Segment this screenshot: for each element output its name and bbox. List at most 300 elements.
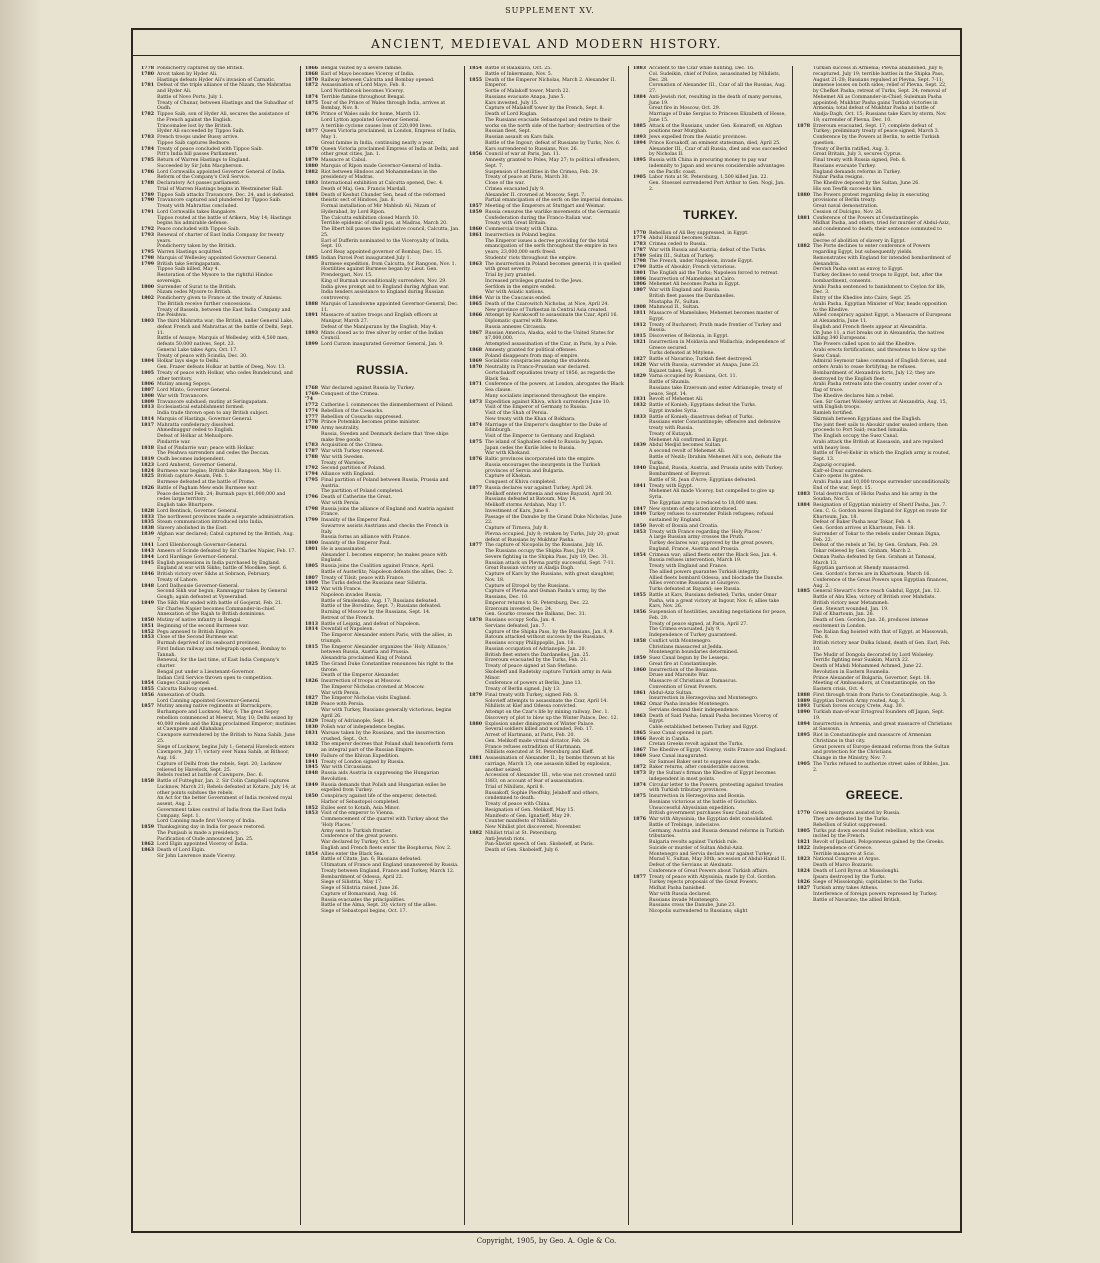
entry-year: 1822	[797, 845, 811, 851]
entry-text: Anti-Jewish riots.	[485, 836, 526, 842]
entry-year: 1890	[797, 710, 811, 715]
entry-text: Battle of Navarino; Turkish fleet destroyed.	[649, 357, 753, 362]
entry-text: British victory near Dulka Island, death of Gen. Earl, Feb. 10.	[813, 641, 951, 652]
entry-text: The Emperor Nicholas visits England.	[321, 696, 412, 702]
entry-text: Lord Canning appointed Governor-General.	[157, 698, 261, 704]
entry-year	[797, 578, 813, 590]
entry-text: The emperor decrees that Poland shall henceforth form an integral part of the Russian Empire.	[321, 742, 454, 753]
entry-text: New Nihilist plot discovered, November.	[485, 825, 582, 830]
entry-text: The French, under Napoleon, invade Egypt.	[649, 259, 754, 265]
entry-text: Meeting of Ambassadors, at Constantinople, on the Eastern crisis, Oct. 4.	[813, 681, 936, 692]
entry-text: Lord Northbrook becomes Viceroy.	[321, 89, 405, 94]
entry-text: Insurrection of troops at Moscow.	[321, 679, 402, 684]
chronology-entry	[469, 262, 624, 274]
entry-text: Death of Keshut Chunder Sen, head of the reformed theistic sect of Hindoos, Jan. 8.	[321, 192, 446, 204]
entry-year	[305, 290, 321, 302]
entry-year: 1770	[633, 230, 647, 236]
entry-text: Russian assault on Kars fails.	[485, 135, 555, 140]
entry-text: Mehemet Ali made Viceroy, but compelled to give up Syria.	[649, 489, 775, 500]
chronology-entry	[633, 593, 788, 610]
entry-year	[141, 854, 157, 860]
entry-year: 1905	[633, 175, 647, 181]
entry-text: Formal installation of Mir Mahbub Ali, Nizam of Hyderabad, by Lord Ripon.	[321, 204, 436, 215]
entry-text: Capture of Malakoff tower by the French, Sept. 8.	[485, 106, 604, 112]
chronology-entry	[141, 854, 296, 860]
entry-text: The Emperor Alexander enters Paris, with the allies, in triumph.	[321, 633, 452, 644]
entry-text: Terrible famine throughout Bengal.	[321, 94, 406, 100]
entry-text: Allies enter the Black Sea.	[321, 851, 384, 857]
entry-year: 1811	[633, 311, 647, 316]
entry-text: Army neutrality.	[321, 426, 360, 431]
chronology-entry	[797, 244, 952, 256]
entry-text: The Emperor Nicholas crowned at Moscow.	[321, 684, 425, 690]
entry-year	[797, 371, 813, 383]
entry-text: Cawnpore surrendered by the British to Nana Sahib, June 25.	[157, 733, 296, 744]
entry-year	[633, 420, 649, 432]
entry-year: 1826	[305, 679, 319, 684]
entry-text: Socialistic conspiracies among the students.	[485, 359, 591, 365]
chronology-entry	[305, 227, 460, 239]
chronology-entry	[797, 745, 952, 757]
entry-year: 1824	[797, 868, 811, 874]
entry-text: New treaty with the Khan of Bokhara.	[485, 416, 576, 422]
entry-text: Ganges Canal opened.	[157, 681, 211, 687]
entry-text: Attack of the Russians, under Gen. Komaroff, on Afghan positions near Murghab.	[649, 123, 782, 135]
entry-text: Russia forms an alliance with France.	[321, 535, 411, 541]
entry-text: Treaty of Bucharest; Pruth made frontier of Turkey and Russia.	[649, 322, 782, 334]
entry-year: 1782	[141, 112, 155, 117]
entry-text: Greek insurgents assisted by Russia.	[813, 811, 901, 817]
section-heading: GREECE.	[845, 788, 904, 803]
entry-text: Indian Parcel Post inaugurated July 1.	[321, 255, 412, 261]
entry-year: 1850	[141, 618, 155, 623]
entry-year: 1850	[305, 794, 319, 799]
entry-text: Warren Hastings acquitted.	[157, 250, 223, 255]
entry-year: 1774	[305, 408, 319, 414]
entry-text: Trincomalee lost by the British.	[157, 123, 232, 129]
entry-year: 1856	[141, 692, 155, 698]
entry-text: Suez Canal opened in part.	[649, 730, 714, 736]
entry-text: New province of Turkestan in Central Asia created.	[485, 307, 608, 313]
entry-year: 1826	[797, 880, 811, 886]
chronology-entry	[797, 124, 952, 136]
chronology-entry	[305, 817, 460, 829]
entry-text: Death of Maj. Gen. Francis Mardall.	[321, 186, 407, 192]
entry-year: 1791	[141, 209, 155, 215]
entry-text: By the Sultan's firman the Khedive of Egypt becomes independent in most points.	[649, 771, 776, 782]
entry-text: Steam communication introduced into India.	[157, 520, 264, 526]
column-2	[301, 66, 465, 1225]
entry-text: Holkar lays siege to Delhi.	[157, 359, 220, 365]
entry-text: Russia refuses intervention, March 19.	[649, 558, 742, 564]
entry-text: End of the war, Sept. 15.	[813, 485, 872, 491]
entry-text: Great naval demonstration.	[813, 204, 879, 209]
entry-text: Mutiny among native regiments at Barrackpore, Burhampore and Lucknow, May 6; The great Sepoy rebellion commenced at Meerut, May 10; Delhi seized by 40,000 rebels and the King proclaimed Emperor; mutinies at Cawnpore and Allahabad.	[157, 704, 296, 733]
chronology-entry	[797, 762, 952, 774]
entry-text: Treaty of peace signed, at Paris, April 27.	[649, 621, 748, 627]
entry-text: Battle of Assaye; Marquis of Wellesley, with 4,500 men, defeats 50,000 natives, Sept. 23.	[157, 336, 289, 347]
chronology-entry	[797, 359, 952, 371]
entry-text: Tour of the Prince of Wales through India, arrives at Bombay, Nov. 8.	[321, 100, 446, 112]
entry-year: 1829	[305, 719, 319, 725]
entry-year: 1879	[305, 158, 319, 163]
entry-text: Insurrection in Herzegovina and Montenegro.	[649, 696, 759, 702]
entry-text: Increased privileges granted to the Jews.	[485, 278, 583, 284]
entry-year: 1806	[141, 382, 155, 388]
chronology-entry	[633, 147, 788, 159]
entry-text: Great fire at Constantinople.	[649, 661, 718, 667]
entry-text: Tippoo Saib killed, May 4.	[157, 267, 220, 273]
chronology-entry	[633, 181, 788, 193]
entry-text: Gen. Gordon's forces are in Khartoum, March 16.	[813, 572, 931, 577]
entry-text: Insurrection of the Bosnians.	[649, 667, 719, 673]
entry-year: 1844	[141, 554, 155, 560]
entry-text: Gen. Sir Garnet Wolseley arrives at Alexandria, Aug. 15, with English troops.	[813, 399, 948, 411]
entry-year: 1853	[305, 811, 319, 817]
entry-text: Siege of Silistria, May 17.	[321, 880, 383, 886]
entry-text: Restoration of the Mysore to the rightful Hindoo sovereign.	[157, 273, 273, 284]
entry-year: 1872	[633, 765, 647, 771]
entry-year	[797, 382, 813, 394]
entry-year	[797, 641, 813, 653]
entry-text: Insurrection in Armenia, and great massacre of Christians at Sassoun.	[813, 721, 952, 733]
entry-text: Explosion under diningroom of Winter Palace.	[485, 721, 595, 727]
entry-year: 1877	[469, 485, 483, 491]
entry-text: Insanity of the Emperor Paul.	[321, 541, 392, 546]
entry-text: Skirmish between Egyptians and the English.	[813, 416, 922, 422]
entry-year: 1770	[797, 811, 811, 817]
entry-text: Melikoff enters Armenia and seizes Bayazid, April 30.	[485, 491, 613, 497]
entry-text: Resignation of Gen. Melikoff, May 15.	[485, 807, 575, 813]
entry-text: Lord Ellenborough Governor-General.	[157, 543, 248, 549]
entry-year	[633, 829, 649, 841]
entry-year: 1798	[305, 506, 319, 512]
entry-text: Japan cedes the Kurile Isles to Russia.	[485, 445, 576, 451]
entry-year: 1881	[797, 215, 811, 221]
entry-text: Rebels routed at battle of Cawnpore, Dec. 6.	[157, 773, 264, 779]
entry-text: The Khedive deposed by the Sultan, June 26.	[813, 181, 920, 186]
entry-text: The Sikh War ended with battle of Goojerat, Feb. 21.	[157, 600, 283, 606]
entry-text: Oudh becomes independent.	[157, 457, 225, 462]
chronology-entry	[797, 492, 952, 504]
entry-text: Emperor returns to St. Petersburg, Dec. 22.	[485, 600, 590, 606]
entry-text: Tippoo Saib, son of Hyder Ali, secures the assistance of the French against the English.	[157, 112, 290, 123]
entry-text: Allies overcome Russians at Giurgevo.	[649, 581, 741, 587]
entry-year	[797, 555, 813, 567]
entry-year: 1882	[797, 244, 811, 250]
entry-text: The Khedive declares him a rebel.	[813, 393, 895, 399]
entry-text: Insurrection in Herzegovina and Bosnia.	[649, 794, 746, 799]
entry-text: The Porte declines to enter conference of Powers regarding Egypt, but subsequently yields.	[813, 244, 931, 255]
entry-text: Counter manifesto of Nihilists.	[485, 819, 559, 825]
entry-year: 1827	[633, 357, 647, 362]
entry-text: Treaty with Mahrattas concluded.	[157, 204, 238, 209]
chronology-entry	[633, 714, 788, 726]
entry-text: Pondicherry given to France at the treaty of Amiens.	[157, 296, 283, 301]
entry-year: 1838	[141, 526, 155, 531]
entry-text: Insurrection in Moldavia and Wallachia; independence of Greece secured.	[649, 339, 785, 351]
entry-text: Great fire in Moscow, Oct. 29.	[649, 106, 721, 112]
entry-text: Conspiracy against life of the emperor, detected.	[321, 794, 438, 799]
entry-text: Catherine I. commences the dismemberment of Poland.	[321, 403, 454, 408]
entry-text: The English aid the Turks; Napoleon forced to retreat.	[649, 270, 779, 276]
entry-text: Arcot taken by Hyder Ali.	[157, 71, 218, 77]
chronology-entry	[797, 630, 952, 642]
entry-text: Alliance with England.	[321, 472, 375, 477]
entry-text: Queen Victoria proclaimed, in London, Empress of India, May 1.	[321, 129, 457, 140]
entry-year	[141, 745, 157, 762]
entry-text: Tippoo Saib attacks Travancore, Dec. 24, and is defeated.	[157, 192, 295, 198]
entry-year	[469, 118, 485, 135]
chronology-entry	[141, 733, 296, 745]
entry-text: The Russians occupy the Shipka Pass, July 19.	[485, 549, 595, 554]
entry-text: Bajazet taken, Sept. 9.	[649, 368, 703, 374]
entry-year	[469, 589, 485, 601]
entry-text: Arabi Pasha and 10,000 troops surrender unconditionally.	[813, 480, 951, 485]
entry-year: 1856	[633, 610, 647, 615]
entry-text: Treaty of Chunar, between Hastings and the Subadhar of Oudh.	[157, 100, 294, 112]
entry-text: Arabi attack the British at Kassassin, and are repulsed with heavy loss.	[813, 439, 944, 451]
entry-text: English and French fleets enter the Bosphorus, Nov. 2.	[321, 845, 452, 851]
entry-text: Melikoff storms Ardahan, May 17.	[485, 503, 567, 508]
entry-text: Nubar Pasha resigns.	[813, 175, 864, 181]
chronology-entry	[469, 572, 624, 584]
entry-year: 1888	[305, 301, 319, 307]
entry-text: Reform of the Company's Civil Service.	[157, 175, 251, 181]
chronology-entry	[797, 509, 952, 521]
entry-text: Afghan war declared; Cabul captured by the British, Aug. 7.	[157, 531, 295, 543]
entry-year: 1878	[305, 146, 319, 152]
entry-text: Capture of Plevna and Osman Pasha's army, by the Russians, Dec. 10.	[485, 589, 606, 600]
entry-year: 1799	[305, 518, 319, 523]
entry-year: 1841	[141, 543, 155, 549]
entry-text: France refuses extradition of Hartmann.	[485, 744, 582, 750]
entry-year: 1870	[469, 365, 483, 370]
chronology-entry	[305, 331, 460, 343]
entry-text: Batoum attacked without success by the Russians.	[485, 635, 606, 641]
entry-year: 1831	[305, 730, 319, 736]
chronology-entry	[797, 898, 952, 904]
entry-text: Pegu annexed to British Empire.	[157, 629, 235, 635]
entry-text: Rebellion of Suliot suppressed.	[813, 822, 887, 828]
entry-text: Death of Lord Elgin.	[157, 848, 206, 853]
entry-year: 1863	[469, 261, 483, 267]
entry-year: 1783	[141, 135, 155, 140]
entry-text: Assassination of Alexander II., by bombs thrown at his carriage, March 13; one assassin killed by explosion, another seized.	[485, 756, 615, 773]
entry-text: Treaty with France regarding the 'Holy Places.'	[649, 529, 763, 535]
entry-year: 1833	[633, 414, 647, 420]
entry-year: 1805	[141, 370, 155, 376]
entry-text: Poland disappears from map of empire.	[485, 353, 579, 359]
entry-text: Marquis of Hastings, Governor General.	[157, 416, 253, 422]
chronology-entry	[797, 451, 952, 463]
entry-year: 1788	[305, 454, 319, 460]
chronology-entry	[305, 290, 460, 302]
entry-text: Final treaty with Turkey, signed Feb. 8.	[485, 692, 579, 698]
entry-year: 1778	[305, 420, 319, 426]
entry-text: War with Russia declared.	[649, 891, 712, 897]
entry-text: Terrific fighting near Suakim, March 22.	[813, 658, 910, 664]
entry-year: 1852	[305, 805, 319, 811]
entry-text: Christians massacred at Jedda.	[649, 644, 723, 650]
entry-text: Capture of Khokan.	[485, 474, 532, 480]
entry-text: Independence of Greece.	[813, 845, 873, 851]
entry-year: 1881	[469, 756, 483, 761]
entry-text: Death of Gen. Skobeleff, July 6.	[485, 848, 560, 853]
entry-text: Lord Minto, Governor General.	[157, 388, 231, 393]
entry-text: Ipsara destroyed by the Turks.	[813, 874, 887, 880]
entry-year	[633, 489, 649, 501]
column-4	[629, 66, 793, 1225]
entry-year	[141, 647, 157, 659]
copyright-notice: Copyright, 1905, by Geo. A. Ogle & Co.	[476, 1237, 617, 1245]
entry-text: Turkish army takes Athens.	[813, 886, 879, 891]
chronology-entry	[305, 478, 460, 490]
entry-text: Surrender of Tokar to the rebels under Osman Digna, Feb. 22.	[813, 531, 941, 543]
entry-year: 1877	[633, 874, 647, 880]
entry-text: Nihilists executed at St. Petersburg and Kieff.	[485, 750, 595, 756]
entry-text: Russia, Sweden and Denmark declare that 'free ships make free goods.'	[321, 431, 449, 443]
entry-year	[469, 670, 485, 682]
chronology-entry	[469, 118, 624, 135]
chronology-entry	[141, 371, 296, 383]
entry-text: War with Travancore.	[157, 393, 209, 399]
entry-year	[141, 216, 157, 228]
chronology-entry	[469, 210, 624, 222]
chronology-entry	[141, 779, 296, 796]
entry-text: Jews expelled from the Asiatic provinces.	[649, 135, 748, 140]
chronology-entry	[305, 432, 460, 444]
entry-text: Defeat of the Servians at Alexinatz.	[649, 863, 734, 868]
entry-text: Treaty of peace with Abyssinia, made by Col. Gordon.	[649, 874, 777, 880]
entry-text: Battle of Shumla.	[649, 380, 691, 385]
entry-text: Trial by jury granted.	[485, 273, 536, 278]
entry-text: Commencement of the quarrel with Turkey about the 'Holy Places.'	[321, 817, 449, 828]
entry-text: Burning of Moscow by the Russians, Sept. 14.	[321, 610, 431, 615]
entry-text: End of Pindarrie war; peace with Holkar.	[157, 445, 255, 451]
entry-text: Close of the war.	[485, 181, 525, 186]
entry-text: Visit of the Emperor to Germany and England.	[485, 434, 596, 439]
entry-text: Death of Lord Byron at Missolonghi.	[813, 868, 900, 874]
entry-text: The Crimea evacuated, July 9.	[649, 627, 721, 633]
entry-text: Cession of Dulcigno, Nov. 26.	[813, 209, 883, 215]
entry-text: Capture of Delhi from the rebels, Sept. 20; Lucknow relieved by Havelock, Sept. 25.	[157, 761, 282, 773]
chronology-entry	[797, 285, 952, 297]
chronology-entry	[305, 633, 460, 645]
entry-year: 1874	[469, 422, 483, 428]
entry-text: Crimea ceded to Russia.	[649, 242, 707, 247]
entry-year: 1792	[141, 227, 155, 232]
column-1	[137, 66, 301, 1225]
entry-text: Massacre of native troops and English officers at Manipur, March 27.	[321, 313, 438, 324]
entry-year	[469, 371, 485, 383]
entry-text: Turks defeated at Bayazid; see Russia.	[649, 587, 741, 592]
entry-year: 1841	[305, 759, 319, 765]
entry-text: Mahmoud II., Sultan.	[649, 305, 700, 311]
entry-text: Lord Elgin appointed Viceroy of India.	[157, 842, 248, 848]
chronology-entry	[469, 773, 624, 785]
entry-text: Annexation of Oudh.	[157, 692, 206, 698]
content-frame	[131, 28, 962, 1245]
chronology-entry	[633, 323, 788, 335]
entry-year: 1866	[469, 313, 483, 319]
chronology-entry	[633, 541, 788, 553]
entry-year: 1895	[797, 733, 811, 738]
entry-year: 1885	[633, 123, 647, 129]
entry-text: Trial of Nihilists, April 8.	[485, 784, 545, 790]
entry-text: Solovieff attempts to assassinate the Czar, April 14.	[485, 698, 608, 704]
entry-year: 1827	[305, 696, 319, 702]
entry-text: Egyptian Dervish Army routed, Aug. 3.	[813, 698, 906, 704]
entry-text: Bosnians victorious at the battle of Gutschko.	[649, 799, 758, 805]
entry-text: Capture of Etropol by the Russians.	[485, 583, 570, 589]
entry-year: 1883	[305, 181, 319, 186]
entry-year: 1769-'74	[305, 391, 320, 403]
entry-year: 1877	[305, 129, 319, 135]
entry-text: Lord Dalhousie Governor-General.	[157, 583, 239, 589]
entry-text: Gen. Melikoff made virtual dictator, Feb. 24.	[485, 738, 591, 744]
chronology-entry	[305, 662, 460, 674]
entry-year: 1843	[141, 549, 155, 554]
entry-text: Burmese expedition, from Calcutta, for Rangoon, Nov. 1.	[321, 261, 457, 267]
entry-text: Downfall of Napoleon.	[321, 627, 374, 633]
chronology-entry	[469, 791, 624, 803]
entry-text: Neutrality in Franco-Prussian war declared.	[485, 365, 590, 370]
entry-text: Russia joins the Coalition against France, April.	[321, 564, 435, 569]
section-heading: RUSSIA.	[356, 362, 409, 377]
entry-text: Erzeroum invested, Dec. 24.	[485, 606, 553, 612]
entry-text: Pondicherry captured by the British.	[157, 66, 244, 71]
entry-text: Discovery of plot to blow up the Winter Palace, Dec. 12.	[485, 715, 618, 721]
entry-text: British victory over Sikhs at Sobraon, February.	[157, 572, 271, 577]
entry-text: Death of the Emperor Alexander.	[321, 673, 400, 679]
entry-text: Russian attack on Plevna partly successful, Sept. 7-11.	[485, 560, 616, 566]
entry-year: 1818	[141, 445, 155, 451]
entry-text: War with Persia.	[321, 500, 360, 506]
entry-text: Terrible massacre at Scio.	[813, 851, 875, 857]
entry-text: The Powers called upon to aid the Khedive.	[813, 342, 917, 347]
entry-text: Capture of Bomarsund, Aug. 16.	[321, 891, 398, 897]
chronology-entry	[305, 313, 460, 325]
chronology-entry	[797, 135, 952, 147]
entry-text: General Stewart's force reach Gakdul, Egypt, Jan. 12.	[813, 589, 941, 595]
entry-text: Rebellion of the Cossacks.	[321, 408, 384, 414]
entry-text: Battle of Austerlitz; Napoleon defeats the allies, Dec. 2.	[321, 569, 454, 575]
entry-year: 1807	[141, 388, 155, 393]
chronology-entry	[305, 392, 460, 404]
entry-year: 1852	[141, 629, 155, 635]
entry-text: Exiles sent to Kotaih, Asia Minor.	[321, 805, 400, 811]
entry-text: Bombardment of Beyrout.	[649, 472, 711, 477]
entry-year: 1865	[469, 301, 483, 307]
entry-text: Pondicherry taken by the British.	[157, 244, 236, 250]
entry-year: 1840	[305, 753, 319, 759]
entry-year	[797, 630, 813, 642]
entry-text: Cable established between Turkey and Egypt.	[649, 725, 759, 730]
entry-text: Declaratory Act passes parliament.	[157, 181, 241, 186]
entry-text: Russia aids Austria in suppressing the Hungarian Revolution.	[321, 771, 439, 782]
chronology-entry	[141, 658, 296, 670]
entry-text: Cretan Greeks revolt against the Turks.	[649, 742, 744, 748]
entry-year	[797, 302, 813, 314]
entry-text: Russia censures the warlike movements of the Germanic Confederation during the Franco-Italian war.	[485, 209, 621, 221]
page-binding-shadow	[0, 0, 40, 1263]
entry-year: 1868	[469, 347, 483, 353]
entry-text: Arabi Pasha, Egyptian Minister of War, heads opposition to the Khedive.	[813, 301, 947, 313]
chronology-entry	[797, 555, 952, 567]
entry-text: Russians occupy Philippoplis, Jan. 18.	[485, 641, 575, 646]
entry-text: Turkish man-of-war Ertogroul founders off Japan, Sept. 19.	[813, 710, 945, 721]
